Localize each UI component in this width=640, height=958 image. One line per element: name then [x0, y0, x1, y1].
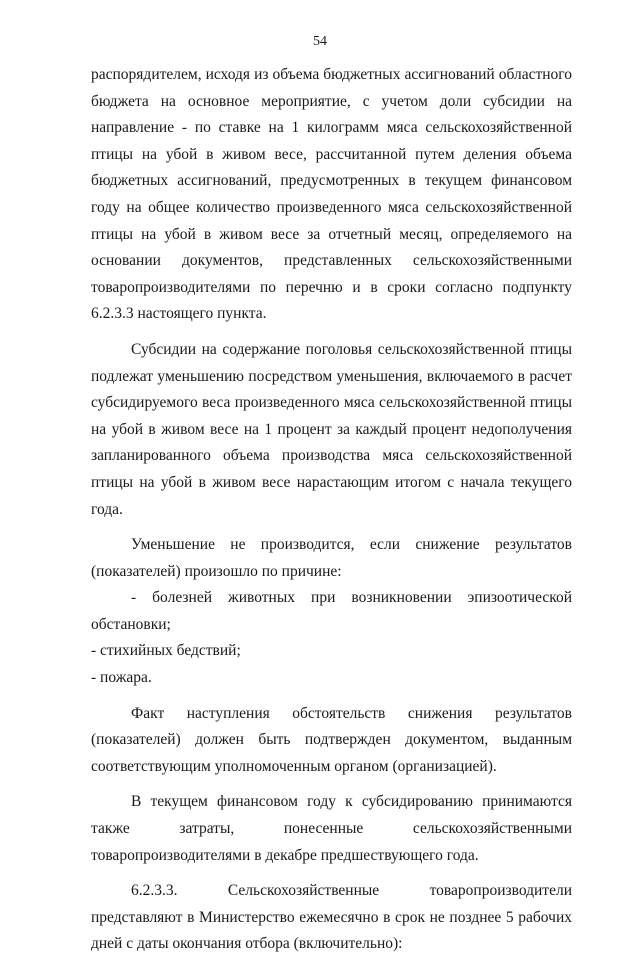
paragraph-previous-december-costs: В текущем финансовом году к субсидированию принимаются также затраты, понесенные сельскохозяйственными товаропроизводителями в декабре предшествующего года.: [91, 793, 572, 864]
document-body: [91, 62, 572, 958]
list-item-natural-disasters: - стихийных бедствий;: [91, 642, 241, 660]
list-item-fire: - пожара.: [91, 669, 152, 687]
paragraph-reduction-exceptions: Уменьшение не производится, если снижение результатов (показателей) произошло по причине:: [91, 536, 572, 580]
paragraph-subsidy-reduction: Субсидии на содержание поголовья сельскохозяйственной птицы подлежат уменьшению посредством уменьшения, включаемого в расчет субсидируемого веса произведенного мяса сельскохозяйственной птицы на убой в живом весе на 1 процент за каждый процент недополучения запланированного объема производства мяса сельскохозяйственной птицы на убой в живом весе нарастающим итогом с начала текущего года.: [91, 340, 572, 518]
paragraph-confirmation-document: Факт наступления обстоятельств снижения результатов (показателей) должен быть подтвержден документом, выданным соответствующим уполномоченным органом (организацией).: [91, 704, 572, 775]
list-item-animal-disease: - болезней животных при возникновении эпизоотической обстановки;: [91, 589, 572, 633]
paragraph-allocation-rate: распорядителем, исходя из объема бюджетных ассигнований областного бюджета на основное мероприятие, с учетом доли субсидии на направление - по ставке на 1 килограмм мяса сельскохозяйственной птицы на убой в живом весе, рассчитанной путем деления объема бюджетных ассигнований, предусмотренных в текущем финансовом году на общее количество произведенного мяса сельскохозяйственной птицы на убой в живом весе за отчетный месяц, определяемого на основании документов, представленных сельскохозяйственными товаропроизводителями по перечню и в сроки согласно подпункту 6.2.3.3 настоящего пункта.: [91, 66, 572, 323]
page-number: 54: [313, 34, 327, 49]
paragraph-6-2-3-3: 6.2.3.3. Сельскохозяйственные товаропроизводители представляют в Министерство ежемесячно в срок не позднее 5 рабочих дней с даты окончания отбора (включительно):: [91, 882, 572, 953]
